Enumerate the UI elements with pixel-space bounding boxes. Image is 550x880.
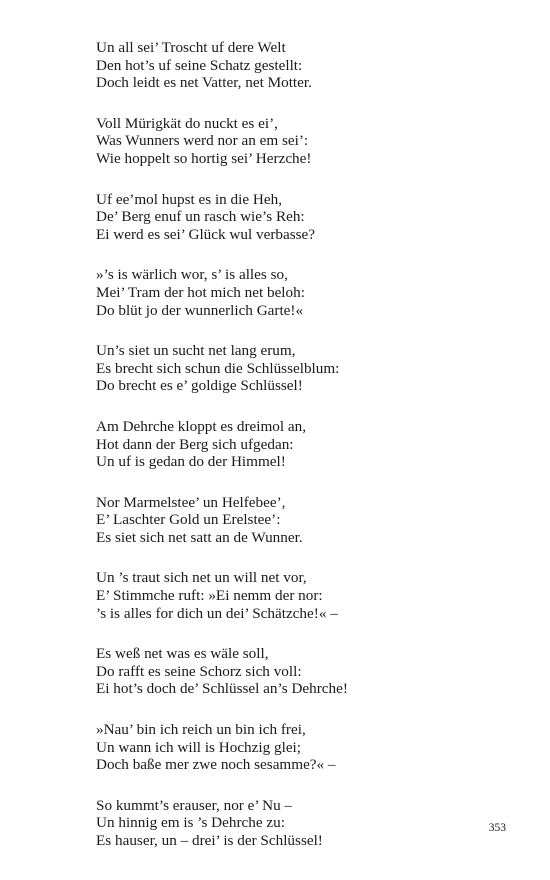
poem-line: Am Dehrche kloppt es dreimol an, bbox=[96, 417, 307, 435]
poem-line: Un ’s traut sich net un will net vor, bbox=[96, 569, 307, 587]
poem-line: Un wann ich will is Hochzig glei; bbox=[96, 738, 301, 756]
poem-line: Wie hoppelt so hortig sei’ Herzche! bbox=[96, 149, 312, 167]
poem-line: Ei hot’s doch de’ Schlüssel an’s Dehrche! bbox=[96, 680, 348, 698]
poem-line: Un all sei’ Troscht uf dere Welt bbox=[96, 39, 286, 56]
stanza bbox=[96, 645, 496, 698]
poem-line: Hot dann der Berg sich ufgedan: bbox=[96, 435, 294, 453]
poem-line: Uf ee’mol hupst es in die Heh, bbox=[96, 190, 283, 208]
poem-line: Voll Mürigkät do nuckt es ei’, bbox=[96, 114, 278, 132]
poem-line: Ei werd es sei’ Glück wul verbasse? bbox=[96, 225, 316, 243]
stanza bbox=[96, 494, 496, 547]
poem-line: Doch baße mer zwe noch sesamme?« – bbox=[96, 756, 336, 774]
poem-line: Doch leidt es net Vatter, net Motter. bbox=[96, 74, 312, 92]
poem bbox=[96, 39, 496, 873]
poem-line: E’ Laschter Gold un Erelstee’: bbox=[96, 511, 281, 529]
poem-line: Do brecht es e’ goldige Schlüssel! bbox=[96, 377, 303, 395]
stanza bbox=[96, 191, 496, 244]
poem-line: So kummt’s erauser, nor e’ Nu – bbox=[96, 796, 293, 814]
poem-line: Was Wunners werd nor an em sei’: bbox=[96, 132, 309, 150]
poem-line: »’s is wärlich wor, s’ is alles so, bbox=[96, 266, 288, 284]
stanza bbox=[96, 342, 496, 395]
poem-line: De’ Berg enuf un rasch wie’s Reh: bbox=[96, 208, 305, 226]
stanza bbox=[96, 797, 496, 850]
poem-line: E’ Stimmche ruft: »Ei nemm der nor: bbox=[96, 587, 323, 605]
poem-line: Es weß net was es wäle soll, bbox=[96, 645, 269, 663]
poem-line: Es hauser, un – drei’ is der Schlüssel! bbox=[96, 832, 323, 849]
poem-line: Es brecht sich schun die Schlüsselblum: bbox=[96, 359, 340, 377]
poem-line: Un’s siet un sucht net lang erum, bbox=[96, 342, 296, 360]
stanza bbox=[96, 266, 496, 319]
poem-line: ’s is alles for dich un dei’ Schätzche!« – bbox=[96, 604, 338, 622]
poem-line: Do rafft es seine Schorz sich voll: bbox=[96, 662, 302, 680]
poem-line: »Nau’ bin ich reich un bin ich frei, bbox=[96, 721, 306, 739]
stanza bbox=[96, 569, 496, 622]
page-number: 353 bbox=[488, 822, 506, 834]
stanza bbox=[96, 39, 496, 92]
poem-line: Do blüt jo der wunnerlich Garte!« bbox=[96, 301, 304, 319]
stanza bbox=[96, 721, 496, 774]
poem-line: Un hinnig em is ’s Dehrche zu: bbox=[96, 814, 285, 832]
poem-line: Es siet sich net satt an de Wunner. bbox=[96, 528, 303, 546]
poem-line: Den hot’s uf seine Schatz gestellt: bbox=[96, 56, 303, 74]
stanza bbox=[96, 115, 496, 168]
poem-line: Un uf is gedan do der Himmel! bbox=[96, 453, 286, 471]
poem-line: Nor Marmelstee’ un Helfebee’, bbox=[96, 493, 286, 511]
stanza bbox=[96, 418, 496, 471]
poem-line: Mei’ Tram der hot mich net beloh: bbox=[96, 283, 305, 301]
